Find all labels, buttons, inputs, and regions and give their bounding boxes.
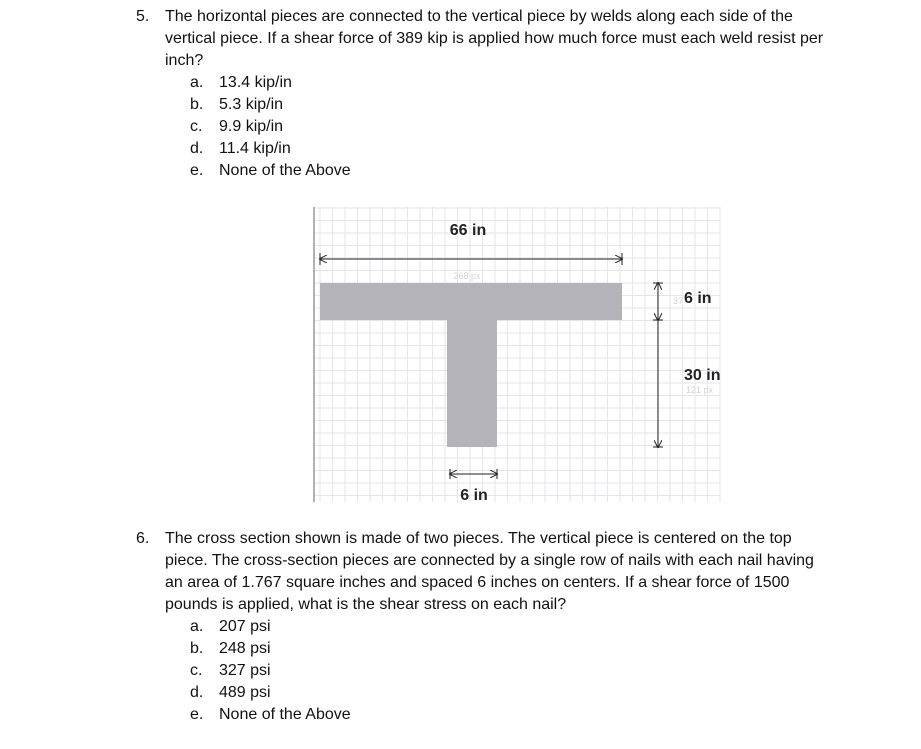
web-rect (447, 320, 497, 447)
faint-depth-label: 121 px (686, 385, 714, 395)
option-d (190, 138, 826, 160)
option-text: 5.3 kip/in (219, 96, 284, 113)
question-stem: The cross section shown is made of two pieces. The vertical piece is centered on the top piece. The cross-section pieces are connected by a single row of nails with each nail having an area of 1.767 square inches and spaced 6 inches on centers. If a shear force of 1500 pounds is applied, what is the shear stress on each nail? (165, 530, 814, 613)
option-letter: b. (190, 640, 204, 657)
option-letter: c. (190, 118, 203, 135)
option-b (190, 94, 826, 116)
option-text: None of the Above (219, 706, 351, 723)
question-stem: The horizontal pieces are connected to the vertical piece by welds along each side of the vertical piece. If a shear force of 389 kip is applied how much force must each weld resist per inch? (165, 8, 824, 69)
width-label: 66 in (449, 222, 487, 239)
depth-label: 30 in (684, 367, 721, 384)
faint-width-label: 268 px (453, 271, 481, 281)
option-letter: d. (190, 684, 204, 701)
t-section-figure (310, 205, 730, 505)
option-e (190, 160, 826, 182)
question-5 (136, 6, 826, 182)
web-width-label: 6 in (460, 487, 488, 504)
question-number: 6. (136, 530, 150, 547)
option-text: 13.4 kip/in (219, 74, 292, 91)
faint-flange-label: 37 (673, 296, 684, 306)
flange-thickness-label: 6 in (684, 290, 712, 307)
option-letter: a. (190, 618, 204, 635)
answer-options (190, 616, 826, 726)
option-letter: e. (190, 162, 204, 179)
option-text: 248 psi (219, 640, 271, 657)
answer-options (190, 72, 826, 182)
option-letter: c. (190, 662, 203, 679)
question-6 (136, 528, 826, 726)
option-a (190, 616, 826, 638)
option-text: None of the Above (219, 162, 351, 179)
option-text: 327 psi (219, 662, 271, 679)
flange-rect (320, 283, 622, 320)
option-d (190, 682, 826, 704)
option-e (190, 704, 826, 726)
option-text: 9.9 kip/in (219, 118, 284, 135)
option-c (190, 116, 826, 138)
option-letter: a. (190, 74, 204, 91)
option-a (190, 72, 826, 94)
option-c (190, 660, 826, 682)
question-number: 5. (136, 8, 150, 25)
option-text: 489 psi (219, 684, 271, 701)
option-letter: b. (190, 96, 204, 113)
option-text: 207 psi (219, 618, 271, 635)
background-grid (314, 207, 720, 502)
option-letter: e. (190, 706, 204, 723)
option-text: 11.4 kip/in (219, 140, 291, 157)
option-b (190, 638, 826, 660)
option-letter: d. (190, 140, 204, 157)
